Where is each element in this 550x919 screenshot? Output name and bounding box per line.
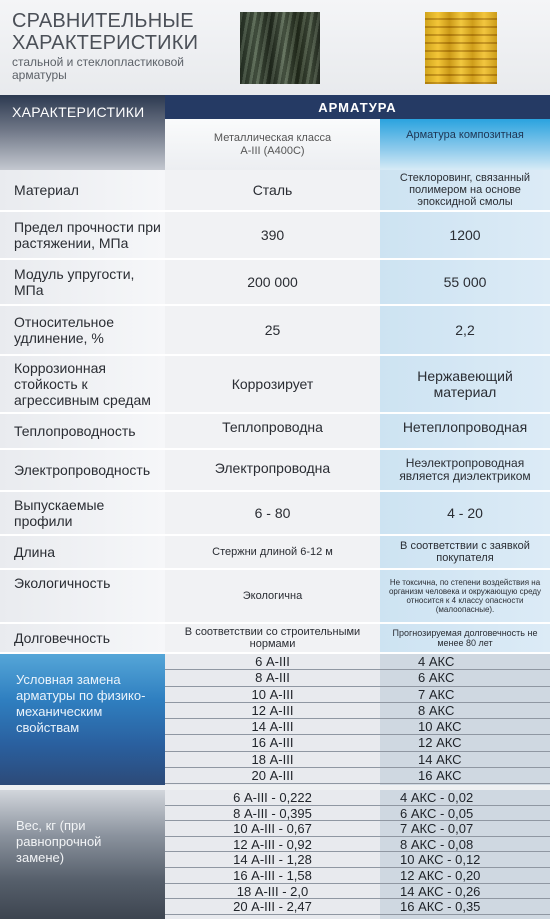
steel-value: Теплопроводна (165, 414, 380, 450)
list-item: 16 А-III (165, 735, 380, 751)
list-item: 10 А-III - 0,67 (165, 821, 380, 837)
list-item: 20 А-III (165, 768, 380, 784)
steel-rebar-photo (240, 12, 320, 84)
composite-column-header: Арматура композитная (380, 119, 550, 170)
weight-label-text: Вес, кг (при равнопрочной замене) (16, 818, 102, 865)
list-item: 20 А-III - 2,47 (165, 899, 380, 915)
list-item: 14 АКС (380, 752, 550, 768)
steel-value: Электропроводна (165, 450, 380, 492)
composite-value (380, 356, 550, 414)
replacement-label (0, 654, 165, 785)
table-row (0, 414, 550, 450)
steel-value: 6 - 80 (165, 492, 380, 536)
row-label (0, 212, 165, 260)
steel-column-header (165, 119, 380, 170)
composite-value (380, 170, 550, 212)
list-item: 8 А-III - 0,395 (165, 806, 380, 822)
row-label (0, 306, 165, 356)
table-row (0, 450, 550, 492)
table-row (0, 536, 550, 570)
composite-value (380, 570, 550, 624)
row-label-text: Выпускаемые профили (14, 497, 105, 529)
composite-value: 2,2 (380, 306, 550, 356)
steel-header-line-1: Металлическая класса (213, 131, 332, 144)
row-label: Электропроводность (0, 450, 165, 492)
row-label-text: Коррозионная стойкость к агрессивным средам (14, 360, 151, 408)
table-row (0, 260, 550, 306)
list-item: 6 АКС (380, 670, 550, 686)
row-label-text: Модуль упругости, МПа (14, 266, 135, 298)
steel-value: 25 (165, 306, 380, 356)
list-item: 16 АКС (380, 768, 550, 784)
list-item: 16 А-III - 1,58 (165, 868, 380, 884)
row-label: Длина (0, 536, 165, 570)
list-item: 6 А-III - 0,222 (165, 790, 380, 806)
page-subtitle (12, 56, 184, 82)
armatura-header: АРМАТУРА (165, 95, 550, 119)
list-item: 8 АКС - 0,08 (380, 837, 550, 853)
composite-value: Нетеплопроводная (380, 414, 550, 450)
composite-text: Нержавеющий материал (417, 368, 513, 400)
list-item: 8 АКС (380, 703, 550, 719)
row-label: Долговечность (0, 624, 165, 654)
row-label: Экологичность (0, 570, 165, 624)
replacement-steel-list (165, 654, 380, 785)
table-row (0, 624, 550, 654)
table-row (0, 170, 550, 212)
steel-value (165, 624, 380, 654)
weight-composite-list (380, 790, 550, 919)
steel-text: В соответствии со строительными нормами (184, 626, 361, 650)
composite-text: Стеклоровинг, связанный полимером на основе эпоксидной смолы (399, 172, 531, 208)
list-item: 12 АКС (380, 735, 550, 751)
list-item: 16 АКС - 0,35 (380, 899, 550, 915)
row-label (0, 492, 165, 536)
list-item: 4 АКС - 0,02 (380, 790, 550, 806)
subtitle-line-1: стальной и стеклопластиковой (12, 55, 184, 69)
row-label-text: Предел прочности при растяжении, МПа (14, 219, 161, 251)
replacement-composite-list (380, 654, 550, 785)
composite-value (380, 450, 550, 492)
characteristics-header: ХАРАКТЕРИСТИКИ (12, 104, 145, 120)
steel-value: Стержни длиной 6-12 м (165, 536, 380, 570)
composite-rebar-photo (425, 12, 497, 84)
steel-value: 200 000 (165, 260, 380, 306)
composite-text: Неэлектропроводная является диэлектриком (399, 456, 531, 483)
weight-steel-list (165, 790, 380, 919)
list-item: 14 АКС - 0,26 (380, 884, 550, 900)
composite-value: 4 - 20 (380, 492, 550, 536)
list-item: 18 А-III - 2,0 (165, 884, 380, 900)
steel-value: Экологична (165, 570, 380, 624)
replacement-label-text: Условная замена арматуры по физико-механическим свойствам (16, 672, 146, 735)
composite-value: 55 000 (380, 260, 550, 306)
composite-value (380, 536, 550, 570)
composite-value: 1200 (380, 212, 550, 260)
list-item: 18 А-III (165, 752, 380, 768)
table-row (0, 570, 550, 624)
list-item: 12 АКС - 0,20 (380, 868, 550, 884)
table-row (0, 212, 550, 260)
weight-label (0, 790, 165, 919)
table-row (0, 306, 550, 356)
title-line-1: СРАВНИТЕЛЬНЫЕ (12, 10, 194, 32)
row-label (0, 260, 165, 306)
row-label: Теплопроводность (0, 414, 165, 450)
composite-value (380, 624, 550, 654)
steel-value: 390 (165, 212, 380, 260)
list-item: 7 АКС (380, 687, 550, 703)
list-item: 12 А-III (165, 703, 380, 719)
steel-value: Сталь (165, 170, 380, 212)
list-item: 12 А-III - 0,92 (165, 837, 380, 853)
list-item: 6 АКС - 0,05 (380, 806, 550, 822)
row-label: Материал (0, 170, 165, 212)
row-label (0, 356, 165, 414)
steel-value: Коррозирует (165, 356, 380, 414)
title-line-2: ХАРАКТЕРИСТИКИ (12, 32, 199, 54)
subtitle-line-2: арматуры (12, 68, 67, 82)
list-item: 8 А-III (165, 670, 380, 686)
list-item: 10 АКС (380, 719, 550, 735)
composite-text: Прогнозируемая долговечность не менее 80 лет (392, 628, 538, 648)
list-item: 10 АКС - 0,12 (380, 852, 550, 868)
composite-text: Не токсична, по степени воздействия на организм человека и окружающую среду относится к 4 классу опасности (малоопасные). (388, 578, 542, 614)
list-item: 10 А-III (165, 687, 380, 703)
list-item: 7 АКС - 0,07 (380, 821, 550, 837)
list-item: 14 А-III - 1,28 (165, 852, 380, 868)
list-item: 6 А-III (165, 654, 380, 670)
list-item: 14 А-III (165, 719, 380, 735)
table-row (0, 356, 550, 414)
list-item: 4 АКС (380, 654, 550, 670)
steel-header-line-2: А-III (А400С) (240, 144, 305, 157)
table-row (0, 492, 550, 536)
composite-text: В соответствии с заявкой покупателя (400, 540, 530, 564)
page-title (12, 10, 198, 54)
row-label-text: Относительное удлинение, % (14, 314, 114, 346)
